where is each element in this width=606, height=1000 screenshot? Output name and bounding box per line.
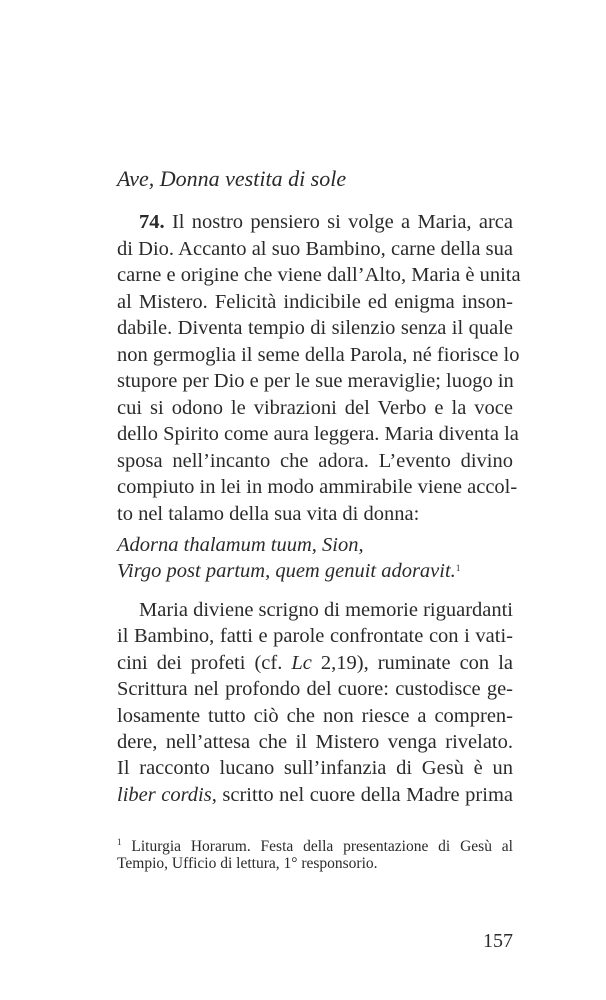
text-line bbox=[117, 623, 513, 649]
text-span: to nel talamo della sua vita di donna: bbox=[117, 502, 420, 525]
text-line bbox=[117, 703, 513, 729]
text-span: Scrittura nel profondo del cuore: custodisce ge- bbox=[117, 678, 513, 701]
text-span: 2,19), ruminate con la bbox=[311, 651, 513, 674]
text-line bbox=[117, 368, 513, 394]
page-number: 157 bbox=[483, 930, 513, 952]
footnote-ref: 1 bbox=[455, 563, 461, 573]
text-span: dere, nell’attesa che il Mistero venga rivelato. bbox=[117, 731, 513, 753]
text-line bbox=[117, 448, 513, 474]
text-line bbox=[117, 262, 521, 288]
text-line bbox=[117, 315, 513, 341]
text-span: di Dio. Accanto al suo Bambino, carne della sua bbox=[117, 237, 513, 260]
text-line bbox=[117, 676, 513, 702]
text-span: stupore per Dio e per le sue meraviglie; luogo in bbox=[117, 370, 514, 392]
text-line bbox=[117, 289, 513, 315]
text-line bbox=[117, 597, 513, 623]
text-line bbox=[117, 782, 513, 808]
text-span: cui si odono le vibrazioni del Verbo e la voce bbox=[117, 396, 513, 419]
text-span: il Bambino, fatti e parole confrontate con i vati- bbox=[117, 625, 513, 648]
quote-line-1: Adorna thalamum tuum, Sion, bbox=[117, 534, 364, 556]
text-line bbox=[117, 650, 513, 676]
text-line bbox=[117, 342, 520, 368]
text-line bbox=[117, 236, 513, 262]
text-line bbox=[117, 209, 513, 235]
text-span: dabile. Diventa tempio di silenzio senza il quale bbox=[117, 317, 513, 339]
text-span: Festa della presentazione di Gesù al bbox=[250, 838, 513, 855]
text-span: losamente tutto ciò che non riesce a compren- bbox=[117, 704, 513, 727]
text-span: liber cordis bbox=[117, 783, 212, 806]
quote-line-2 bbox=[117, 560, 460, 583]
text-span: dello Spirito come aura leggera. Maria diventa la bbox=[117, 423, 519, 445]
text-span: Il racconto lucano sull’infanzia di Gesù è un bbox=[117, 757, 513, 780]
text-span: , scritto nel cuore della Madre prima bbox=[211, 783, 513, 806]
text-span: Il nostro pensiero si volge a Maria, arca bbox=[164, 211, 513, 233]
text-line bbox=[117, 501, 513, 527]
text-span: Tempio, Ufficio di lettura, 1° responsorio. bbox=[117, 855, 378, 872]
text-span: al Mistero. Felicità indicibile ed enigma inson- bbox=[117, 290, 513, 313]
text-span: Liturgia Horarum. bbox=[131, 838, 251, 855]
text-span: 74. bbox=[139, 211, 165, 233]
quote-line-2-text: Virgo post partum, quem genuit adoravit. bbox=[117, 560, 456, 582]
text-span: Maria diviene scrigno di memorie riguardanti bbox=[139, 599, 514, 621]
section-heading: Ave, Donna vestita di sole bbox=[117, 166, 347, 191]
text-span: compiuto in lei in modo ammirabile viene accol- bbox=[117, 476, 518, 498]
text-span: 1 bbox=[117, 837, 122, 847]
text-span: carne e origine che viene dall’Alto, Maria è unita bbox=[117, 264, 521, 286]
text-line bbox=[117, 421, 519, 447]
text-line bbox=[117, 755, 513, 781]
text-span: Lc bbox=[291, 651, 312, 674]
text-line bbox=[117, 729, 513, 755]
text-line bbox=[117, 395, 513, 421]
text-line bbox=[117, 474, 518, 500]
text-line bbox=[117, 853, 513, 875]
text-span: non germoglia il seme della Parola, né fiorisce lo bbox=[117, 343, 520, 366]
text-span: cini dei profeti (cf. bbox=[117, 651, 292, 674]
text-span: sposa nell’incanto che adora. L’evento divino bbox=[117, 449, 513, 472]
